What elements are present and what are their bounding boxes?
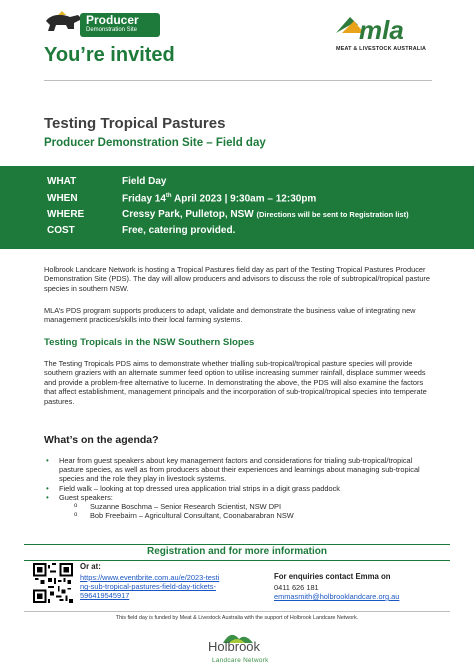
eventbrite-link[interactable]: https://www.eventbrite.com.au/e/2023-testing-sub-tropical-pastures-field-day-tickets-596419545917	[80, 573, 220, 601]
agenda-item-text: Guest speakers:	[59, 492, 113, 502]
cost-value: Free, catering provided.	[122, 225, 236, 236]
pds-logo-line2: Demonstration Site	[86, 27, 138, 33]
qr-code-icon[interactable]	[33, 563, 73, 603]
cattle-logo-icon	[44, 11, 84, 37]
email-link[interactable]: emmasmith@holbrooklandcare.org.au	[274, 592, 400, 601]
speaker-text: Suzanne Boschma – Senior Research Scientist, NSW DPI	[90, 502, 282, 512]
speaker-text: Bob Freebairn – Agricultural Consultant, Coonabarabran NSW	[90, 511, 294, 521]
divider	[24, 611, 450, 612]
what-value: Field Day	[122, 176, 167, 187]
bullet-icon: •	[46, 492, 49, 502]
agenda-list	[44, 456, 434, 520]
cost-label: COST	[47, 225, 75, 236]
divider	[24, 544, 450, 545]
when-label: WHEN	[47, 193, 78, 204]
phone-number: 0411 626 181	[274, 583, 319, 592]
divider	[44, 80, 432, 81]
divider	[24, 560, 450, 561]
headline: You’re invited	[44, 44, 175, 66]
registration-heading: Registration and for more information	[146, 546, 327, 557]
circle-bullet-icon: o	[74, 512, 78, 519]
event-subtitle: Producer Demonstration Site – Field day	[44, 137, 266, 149]
landcare-network: Landcare Network	[212, 657, 269, 664]
agenda-item	[44, 456, 434, 484]
when-value	[122, 193, 316, 204]
agenda-heading: What’s on the agenda?	[44, 434, 159, 446]
intro-paragraph: Holbrook Landcare Network is hosting a Tropical Pastures field day as part of the Testing Tropical Pastures Producer Demonstration Site (PDS). The day will allow producers and advisors to discuss the role of subtropical/tropical pasture species in southern NSW.	[44, 265, 430, 293]
where-place: Cressy Park, Pulletop, NSW	[122, 209, 257, 220]
what-label: WHAT	[47, 176, 77, 187]
section-paragraph: The Testing Tropicals PDS aims to demonstrate whether trialling sub-tropical/tropical pasture species will provide southern graziers with an alternate summer feed option to utilise increasing summer rainfall, displace summer weeds and provide a problem-free alternative to lucerne. In demonstrating the above, the PDS will also examine the factors that affect establishment, management principals and the incorporation of sub-tropical/tropical species into temperate pastures.	[44, 359, 427, 406]
bullet-icon: •	[46, 456, 49, 465]
or-at-label: Or at:	[80, 562, 101, 571]
when-rest: April 2023 | 9:30am – 12:30pm	[171, 193, 317, 205]
mla-tagline: MEAT & LIVESTOCK AUSTRALIA	[336, 46, 427, 52]
pds-logo-line1: Producer	[86, 13, 139, 27]
where-value	[122, 209, 409, 220]
agenda-item-text: Hear from guest speakers about key management factors and considerations for trialing sub-tropical/tropical pasture species, as well as from producers about their experiences and learnings about managing sub-tropical species and the role they play in livestock systems.	[59, 456, 420, 484]
when-day: Friday 14	[122, 193, 166, 205]
pds-badge	[80, 13, 160, 37]
agenda-item-text: Field walk – looking at top dressed urea application trial strips in a digit grass paddock	[59, 483, 340, 493]
holbrook-name: Holbrook	[208, 639, 261, 654]
event-title: Testing Tropical Pastures	[44, 115, 226, 132]
section-heading: Testing Tropicals in the NSW Southern Slopes	[44, 337, 255, 348]
mla-paragraph: MLA’s PDS program supports producers to adapt, validate and demonstrate the business value of integrating new management practices/skills into their local farming systems.	[44, 306, 416, 325]
when-ordinal: th	[165, 193, 172, 199]
bullet-icon: •	[46, 483, 49, 493]
speaker-item	[44, 511, 434, 520]
agenda-item	[44, 484, 434, 493]
where-label: WHERE	[47, 209, 85, 220]
circle-bullet-icon: o	[74, 503, 78, 510]
funding-note: This field day is funded by Meat & Livestock Australia with the support of Holbrook Landcare Network.	[115, 615, 359, 621]
agenda-item	[44, 493, 434, 502]
enquiries-label: For enquiries contact Emma on	[274, 572, 391, 581]
mla-wordmark: mla	[359, 15, 404, 45]
event-details-band	[0, 166, 474, 249]
mla-logo	[334, 13, 432, 55]
holbrook-landcare-logo	[196, 629, 280, 669]
speaker-item	[44, 502, 434, 511]
pds-logo	[44, 11, 162, 38]
where-note: (Directions will be sent to Registration list)	[256, 210, 409, 219]
